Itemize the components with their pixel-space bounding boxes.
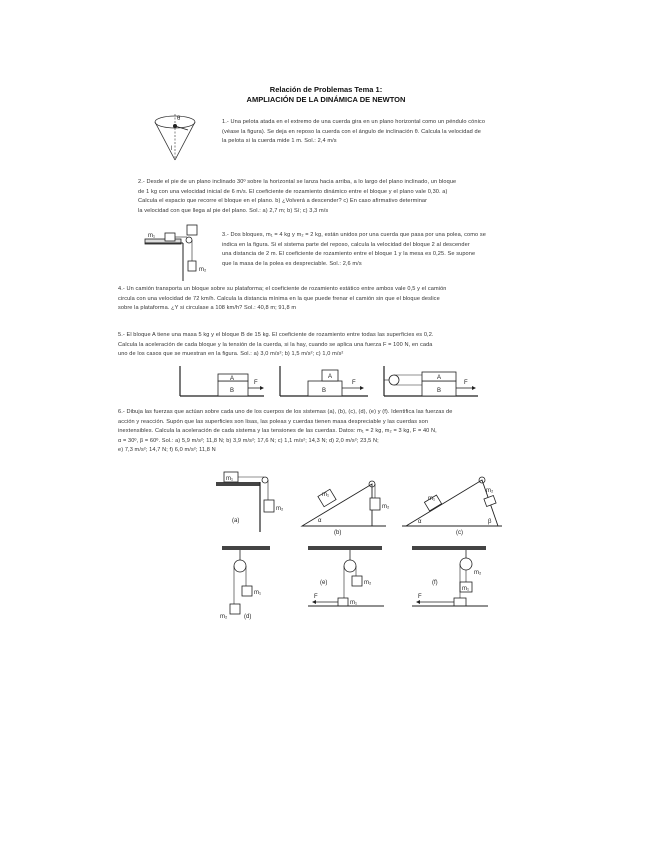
- fig6d-caption: (d): [244, 614, 252, 620]
- problem-6-line: 6.- Dibuja las fuerzas que actúan sobre cada uno de los cuerpos de los sistemas (a), (b), (c), (d), (e) y (f). Identifica las fuerzas de: [118, 409, 453, 415]
- page-subtitle: AMPLIACIÓN DE LA DINÁMICA DE NEWTON: [246, 95, 406, 104]
- figure-6d: [220, 544, 280, 624]
- fig6e-caption: (e): [320, 580, 328, 586]
- problem-3-line: una distancia de 2 m. El coeficiente de rozamiento entre el bloque 1 y la mesa es 0,25. Se supone: [222, 251, 476, 258]
- fig3-m1-label: m₁: [148, 233, 156, 239]
- fig6f-m1-label: m₁: [462, 586, 470, 592]
- fig3-m2-label: m₂: [199, 267, 207, 273]
- fig6d-m2-label: m₂: [220, 614, 228, 620]
- problem-5-line: uno de los casos que se muestran en la figura. Sol.: a) 3,0 m/s²; b) 1,5 m/s²; c) 1,0 m/s²: [118, 351, 344, 358]
- fig6f-caption: (f): [432, 580, 438, 586]
- fig6b-caption: (b): [334, 530, 342, 536]
- fig6b-m2-label: m₂: [382, 504, 390, 510]
- fig6e-F-label: F: [314, 594, 318, 600]
- figure-6e: [306, 544, 386, 614]
- fig6c-m2-label: m₂: [486, 488, 494, 494]
- problem-6-line: acción y reacción. Supón que las superficies son lisas, las poleas y cuerdas tienen masa despreciable y las cuerdas son: [118, 418, 429, 425]
- fig6e-m2-label: m₂: [364, 580, 372, 586]
- fig5b-F-label: F: [352, 380, 356, 386]
- problem-3-line: 3.- Dos bloques, m₁ = 4 kg y m₂ = 2 kg, están unidos por una cuerda que pasa por una polea, como se: [222, 232, 486, 238]
- figure-6a: [212, 470, 290, 534]
- figure-blocks-a: [178, 364, 268, 402]
- problem-2-line: Calcula el espacio que recorre el bloque en el plano. b) ¿Volverá a descender? c) En caso afirmativo determinar: [138, 198, 428, 205]
- fig5a-A-label: A: [230, 376, 235, 382]
- fig6c-alpha-label: α: [418, 519, 422, 525]
- problem-3-line: indica en la figura. Si el sistema parte del reposo, calcula la velocidad del bloque 2 al descender: [222, 241, 470, 248]
- fig5a-B-label: B: [230, 388, 235, 394]
- figure-blocks-c: [382, 364, 482, 402]
- fig6a-m2-label: m₂: [276, 506, 284, 512]
- problem-6-line: α = 30º, β = 60º. Sol.: a) 5,9 m/s²; 11,8 N; b) 3,9 m/s²; 17,6 N; c) 1,1 m/s²; 14,3 N; d) 2,0 m/s²; 23,5 N;: [118, 437, 379, 444]
- problem-4-line: circula con una velocidad de 72 km/h. Calcula la distancia mínima en la que puede frenar el camión sin que el bloque deslice: [118, 295, 440, 302]
- fig6c-caption: (c): [456, 530, 463, 536]
- fig6d-m1-label: m₁: [254, 590, 262, 596]
- problem-2-line: de 1 kg con una velocidad inicial de 6 m/s. El coeficiente de rozamiento dinámico entre el bloque y el plano vale 0,30. a): [138, 188, 448, 195]
- figure-blocks-b: [278, 364, 373, 402]
- problem-2-text: [138, 178, 628, 216]
- fig6b-m1-label: m₁: [322, 492, 330, 498]
- problem-6-text: [118, 408, 628, 456]
- fig6c-m1-label: m₁: [428, 496, 436, 502]
- problem-1-line: (véase la figura). Se deja en reposo la cuerda con el ángulo de inclinación θ. Calcula la velocidad de: [222, 128, 481, 135]
- figure-conical-pendulum: [150, 108, 210, 168]
- fig5b-B-label: B: [322, 388, 327, 394]
- problem-5-text: [118, 331, 628, 360]
- fig1-theta-label: θ: [177, 116, 181, 122]
- fig5a-F-label: F: [254, 380, 258, 386]
- problem-3-text: [222, 231, 622, 269]
- problem-1-line: 1.- Una pelota atada en el extremo de una cuerda gira en un plano horizontal como un péndulo cónico: [222, 119, 486, 125]
- fig6e-m1-label: m₁: [350, 600, 358, 606]
- fig6a-caption: (a): [232, 518, 240, 524]
- problem-5-line: Calcula la aceleración de cada bloque y la tensión de la cuerda, si la hay, cuando se aplica una fuerza F = 100 N, en cada: [118, 341, 433, 348]
- fig6a-m1-label: m₁: [226, 476, 234, 482]
- fig5b-A-label: A: [328, 374, 333, 380]
- figure-6c: [402, 470, 502, 534]
- figure-table-pulley: [143, 223, 223, 285]
- page-title: Relación de Problemas Tema 1:: [269, 85, 383, 94]
- problem-2-line: 2.- Desde el pie de un plano inclinado 30º sobre la horizontal se lanza hacia arriba, a lo largo del plano inclinado, un bloque: [138, 179, 457, 185]
- problem-4-text: [118, 285, 628, 314]
- fig5c-F-label: F: [464, 380, 468, 386]
- fig6b-alpha-label: α: [318, 518, 322, 524]
- problem-6-line: e) 7,3 m/s²; 14,7 N; f) 6,0 m/s²; 11,8 N: [118, 447, 216, 454]
- problem-3-line: que la masa de la polea es despreciable. Sol.: 2,6 m/s: [222, 260, 362, 267]
- problem-6-line: inextensibles. Calcula la aceleración de cada sistema y las tensiones de las cuerdas. Datos: m₁ = 2 kg, m₂ = 3 kg, F = 40 N,: [118, 428, 437, 435]
- fig6c-beta-label: β: [488, 519, 492, 525]
- problem-1-text: [222, 118, 612, 147]
- fig6f-F-label: F: [418, 594, 422, 600]
- figure-6f: [410, 544, 490, 614]
- problem-2-line: la velocidad con que llega al pie del plano. Sol.: a) 2,7 m; b) Sí; c) 3,3 m/s: [138, 207, 329, 214]
- fig1-l-label: l: [171, 146, 173, 152]
- fig6f-m2-label: m₂: [474, 570, 482, 576]
- fig5c-B-label: B: [437, 388, 442, 394]
- problem-5-line: 5.- El bloque A tiene una masa 5 kg y el bloque B de 15 kg. El coeficiente de rozamiento entre todas las superficies es 0,2.: [118, 332, 434, 338]
- problem-4-line: 4.- Un camión transporta un bloque sobre su plataforma; el coeficiente de rozamiento estático entre ambos vale 0,5 y el camión: [118, 286, 447, 292]
- fig5c-A-label: A: [437, 375, 442, 381]
- problem-1-line: la pelota si la cuerda mide 1 m. Sol.: 2,4 m/s: [222, 138, 337, 145]
- problem-4-line: sobre la plataforma. ¿Y si circulase a 108 km/h? Sol.: 40,8 m; 91,8 m: [118, 305, 297, 312]
- figure-6b: [300, 470, 390, 534]
